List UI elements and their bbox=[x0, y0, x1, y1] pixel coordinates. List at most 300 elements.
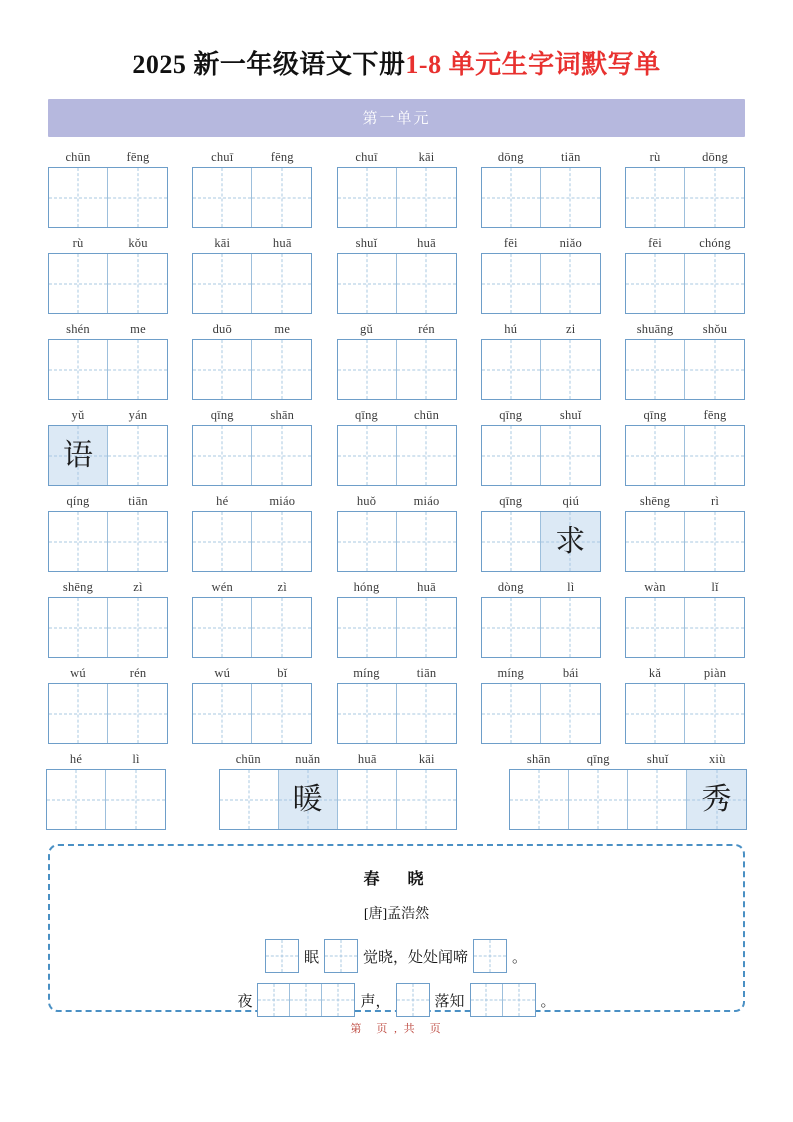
tianzige-cell[interactable] bbox=[569, 770, 628, 829]
poem-text-segment: 。 bbox=[512, 949, 528, 966]
pinyin-row bbox=[337, 407, 457, 423]
poem-author: [唐]孟浩然 bbox=[363, 907, 430, 922]
pinyin-row bbox=[48, 407, 168, 423]
pinyin-syllable: tiān bbox=[416, 666, 437, 680]
tianzige-boxes bbox=[481, 167, 601, 228]
poem-text-segment: 夜 bbox=[237, 993, 253, 1010]
unit-banner: 第一单元 bbox=[48, 99, 745, 137]
pinyin-syllable: lì bbox=[567, 580, 575, 594]
pinyin-row bbox=[192, 149, 312, 165]
pinyin-syllable: shān bbox=[526, 752, 551, 766]
pinyin-row bbox=[481, 407, 601, 423]
tianzige-boxes bbox=[473, 939, 507, 973]
word-cell bbox=[192, 149, 312, 228]
word-row bbox=[48, 149, 745, 228]
tianzige-cell[interactable] bbox=[338, 426, 397, 485]
tianzige-cell[interactable] bbox=[503, 984, 535, 1016]
poem-line-2 bbox=[68, 983, 725, 1017]
pinyin-row bbox=[481, 321, 601, 337]
word-cell bbox=[192, 321, 312, 400]
tianzige-cell[interactable] bbox=[397, 168, 456, 227]
tianzige-boxes bbox=[481, 683, 601, 744]
word-cell bbox=[337, 321, 457, 400]
pinyin-row bbox=[625, 579, 745, 595]
pinyin-syllable: chūn bbox=[235, 752, 261, 766]
pinyin-syllable: chuī bbox=[211, 150, 234, 164]
word-cell bbox=[481, 665, 601, 744]
pinyin-syllable: zì bbox=[133, 580, 143, 594]
tianzige-cell[interactable] bbox=[482, 598, 541, 657]
pinyin-syllable: bǐ bbox=[277, 666, 288, 680]
tianzige-cell[interactable] bbox=[49, 426, 108, 485]
pinyin-syllable: qīng bbox=[643, 408, 667, 422]
word-row bbox=[48, 235, 745, 314]
tianzige-boxes bbox=[625, 597, 745, 658]
pinyin-row bbox=[337, 579, 457, 595]
tianzige-cell[interactable] bbox=[338, 598, 397, 657]
tianzige-boxes bbox=[48, 597, 168, 658]
tianzige-cell[interactable] bbox=[626, 340, 685, 399]
word-cell bbox=[337, 407, 457, 486]
tianzige-cell[interactable] bbox=[290, 984, 322, 1016]
word-cell bbox=[192, 665, 312, 744]
pinyin-row bbox=[337, 665, 457, 681]
tianzige-cell[interactable] bbox=[541, 340, 600, 399]
pinyin-syllable: yǔ bbox=[71, 408, 85, 422]
pinyin-syllable: rù bbox=[72, 236, 84, 250]
pinyin-syllable: shén bbox=[66, 322, 90, 336]
pinyin-syllable: rì bbox=[710, 494, 720, 508]
tianzige-character: 暖 bbox=[292, 782, 323, 816]
tianzige-cell[interactable] bbox=[108, 684, 167, 743]
tianzige-character: 求 bbox=[555, 524, 586, 558]
tianzige-boxes bbox=[48, 253, 168, 314]
tianzige-boxes bbox=[337, 253, 457, 314]
tianzige-cell[interactable] bbox=[108, 598, 167, 657]
word-cell bbox=[48, 321, 168, 400]
tianzige-cell[interactable] bbox=[685, 168, 744, 227]
pinyin-row bbox=[625, 493, 745, 509]
tianzige-boxes bbox=[481, 425, 601, 486]
pinyin-syllable: wàn bbox=[644, 580, 666, 594]
tianzige-boxes bbox=[192, 167, 312, 228]
tianzige-cell[interactable] bbox=[397, 684, 456, 743]
pinyin-syllable: zi bbox=[566, 322, 576, 336]
tianzige-cell[interactable] bbox=[482, 340, 541, 399]
pinyin-syllable: hé bbox=[216, 494, 229, 508]
pinyin-syllable: huā bbox=[357, 752, 377, 766]
tianzige-cell[interactable] bbox=[397, 426, 456, 485]
word-cell bbox=[625, 149, 745, 228]
poem-text-segment: 声， bbox=[360, 993, 391, 1010]
word-cell bbox=[46, 751, 166, 830]
tianzige-cell[interactable] bbox=[252, 340, 311, 399]
pinyin-row bbox=[48, 579, 168, 595]
tianzige-boxes bbox=[625, 425, 745, 486]
tianzige-cell[interactable] bbox=[397, 512, 456, 571]
tianzige-cell[interactable] bbox=[322, 984, 354, 1016]
tianzige-cell[interactable] bbox=[325, 940, 357, 972]
tianzige-cell[interactable] bbox=[687, 770, 746, 829]
pinyin-syllable: hóng bbox=[353, 580, 380, 594]
tianzige-cell[interactable] bbox=[252, 512, 311, 571]
word-cell bbox=[337, 235, 457, 314]
tianzige-cell[interactable] bbox=[193, 340, 252, 399]
tianzige-boxes bbox=[625, 683, 745, 744]
pinyin-syllable: huā bbox=[417, 236, 436, 250]
tianzige-cell[interactable] bbox=[193, 684, 252, 743]
pinyin-row bbox=[192, 493, 312, 509]
pinyin-syllable: miáo bbox=[269, 494, 296, 508]
pinyin-row bbox=[625, 235, 745, 251]
tianzige-cell[interactable] bbox=[626, 512, 685, 571]
word-row bbox=[48, 407, 745, 486]
word-cell bbox=[481, 493, 601, 572]
word-cell bbox=[625, 493, 745, 572]
tianzige-cell[interactable] bbox=[108, 512, 167, 571]
tianzige-cell[interactable] bbox=[510, 770, 569, 829]
word-cell bbox=[481, 579, 601, 658]
pinyin-syllable: me bbox=[274, 322, 291, 336]
tianzige-cell[interactable] bbox=[685, 684, 744, 743]
pinyin-syllable: huǒ bbox=[356, 494, 377, 508]
pinyin-row bbox=[481, 149, 601, 165]
pinyin-syllable: chuī bbox=[355, 150, 378, 164]
tianzige-cell[interactable] bbox=[471, 984, 503, 1016]
tianzige-cell[interactable] bbox=[258, 984, 290, 1016]
word-cell bbox=[481, 321, 601, 400]
tianzige-cell[interactable] bbox=[626, 684, 685, 743]
pinyin-syllable: qīng bbox=[210, 408, 234, 422]
word-cell bbox=[625, 407, 745, 486]
pinyin-row bbox=[219, 751, 457, 767]
pinyin-row bbox=[337, 149, 457, 165]
tianzige-cell[interactable] bbox=[626, 254, 685, 313]
poem-text-segment: 落知 bbox=[434, 993, 465, 1010]
pinyin-row bbox=[337, 321, 457, 337]
tianzige-boxes bbox=[192, 597, 312, 658]
tianzige-boxes bbox=[481, 597, 601, 658]
pinyin-row bbox=[625, 149, 745, 165]
tianzige-boxes bbox=[481, 511, 601, 572]
pinyin-syllable: qīng bbox=[499, 408, 523, 422]
tianzige-boxes bbox=[625, 511, 745, 572]
word-cell bbox=[219, 751, 457, 830]
pinyin-row bbox=[625, 407, 745, 423]
tianzige-cell[interactable] bbox=[626, 598, 685, 657]
tianzige-boxes bbox=[337, 339, 457, 400]
tianzige-cell[interactable] bbox=[252, 168, 311, 227]
pinyin-syllable: shuǐ bbox=[646, 752, 669, 766]
tianzige-boxes bbox=[265, 939, 299, 973]
tianzige-cell[interactable] bbox=[628, 770, 687, 829]
tianzige-cell[interactable] bbox=[397, 340, 456, 399]
tianzige-boxes bbox=[48, 683, 168, 744]
tianzige-cell[interactable] bbox=[626, 168, 685, 227]
word-cell bbox=[48, 579, 168, 658]
tianzige-cell[interactable] bbox=[108, 340, 167, 399]
pinyin-syllable: chūn bbox=[65, 150, 91, 164]
pinyin-syllable: duō bbox=[212, 322, 232, 336]
tianzige-cell[interactable] bbox=[482, 168, 541, 227]
tianzige-cell[interactable] bbox=[482, 684, 541, 743]
word-cell bbox=[48, 407, 168, 486]
word-cell bbox=[481, 149, 601, 228]
word-cell bbox=[625, 579, 745, 658]
pinyin-syllable: me bbox=[130, 322, 146, 336]
pinyin-row bbox=[337, 493, 457, 509]
tianzige-cell[interactable] bbox=[685, 254, 744, 313]
tianzige-cell[interactable] bbox=[685, 598, 744, 657]
pinyin-syllable: miáo bbox=[413, 494, 440, 508]
pinyin-syllable: qīng bbox=[586, 752, 610, 766]
tianzige-cell[interactable] bbox=[220, 770, 279, 829]
pinyin-row bbox=[192, 579, 312, 595]
tianzige-cell[interactable] bbox=[338, 512, 397, 571]
tianzige-boxes bbox=[481, 253, 601, 314]
word-cell bbox=[192, 579, 312, 658]
tianzige-cell[interactable] bbox=[338, 168, 397, 227]
pinyin-syllable: dòng bbox=[497, 580, 524, 594]
tianzige-boxes bbox=[337, 511, 457, 572]
tianzige-character: 语 bbox=[63, 438, 93, 472]
tianzige-cell[interactable] bbox=[338, 254, 397, 313]
tianzige-cell[interactable] bbox=[397, 984, 429, 1016]
pinyin-row bbox=[48, 321, 168, 337]
pinyin-syllable: huā bbox=[272, 236, 292, 250]
word-cell bbox=[481, 407, 601, 486]
word-cell bbox=[337, 665, 457, 744]
pinyin-syllable: míng bbox=[353, 666, 380, 680]
tianzige-cell[interactable] bbox=[193, 598, 252, 657]
pinyin-syllable: qīng bbox=[499, 494, 523, 508]
pinyin-syllable: piàn bbox=[703, 666, 727, 680]
pinyin-syllable: fēi bbox=[648, 236, 662, 250]
tianzige-cell[interactable] bbox=[338, 684, 397, 743]
pinyin-row bbox=[48, 235, 168, 251]
tianzige-cell[interactable] bbox=[49, 684, 108, 743]
tianzige-cell[interactable] bbox=[252, 254, 311, 313]
tianzige-boxes bbox=[625, 167, 745, 228]
tianzige-cell[interactable] bbox=[193, 512, 252, 571]
tianzige-cell[interactable] bbox=[474, 940, 506, 972]
tianzige-boxes bbox=[192, 253, 312, 314]
poem-text-segment: 眠 bbox=[303, 949, 319, 966]
pinyin-syllable: chūn bbox=[413, 408, 440, 422]
tianzige-boxes bbox=[337, 597, 457, 658]
pinyin-syllable: qiú bbox=[562, 494, 580, 508]
word-cell bbox=[337, 493, 457, 572]
tianzige-cell[interactable] bbox=[338, 340, 397, 399]
tianzige-boxes bbox=[481, 339, 601, 400]
pinyin-row bbox=[481, 235, 601, 251]
pinyin-syllable: shǒu bbox=[702, 322, 728, 336]
pinyin-syllable: fēi bbox=[503, 236, 518, 250]
pinyin-syllable: rén bbox=[418, 322, 435, 336]
pinyin-syllable: qíng bbox=[66, 494, 90, 508]
word-cell bbox=[481, 235, 601, 314]
pinyin-syllable: wú bbox=[214, 666, 231, 680]
pinyin-row bbox=[48, 665, 168, 681]
pinyin-syllable: niǎo bbox=[559, 236, 582, 250]
pinyin-syllable: míng bbox=[497, 666, 524, 680]
tianzige-cell[interactable] bbox=[47, 770, 106, 829]
page-title bbox=[46, 44, 747, 81]
tianzige-boxes bbox=[337, 425, 457, 486]
tianzige-cell[interactable] bbox=[685, 340, 744, 399]
tianzige-cell[interactable] bbox=[49, 340, 108, 399]
pinyin-row bbox=[625, 665, 745, 681]
tianzige-boxes bbox=[257, 983, 355, 1017]
poem-title: 春 晓 bbox=[363, 871, 430, 888]
word-cell bbox=[48, 665, 168, 744]
pinyin-row bbox=[481, 493, 601, 509]
pinyin-syllable: lǐ bbox=[711, 580, 719, 594]
pinyin-syllable: gǔ bbox=[360, 322, 373, 336]
tianzige-cell[interactable] bbox=[482, 512, 541, 571]
tianzige-boxes bbox=[337, 683, 457, 744]
pinyin-syllable: shān bbox=[270, 408, 295, 422]
word-row bbox=[48, 579, 745, 658]
tianzige-boxes bbox=[324, 939, 358, 973]
poem-card bbox=[48, 844, 745, 1012]
tianzige-boxes bbox=[48, 511, 168, 572]
word-cell bbox=[192, 493, 312, 572]
pinyin-syllable: yán bbox=[128, 408, 148, 422]
pinyin-row bbox=[481, 579, 601, 595]
word-cell bbox=[48, 149, 168, 228]
tianzige-cell[interactable] bbox=[482, 426, 541, 485]
word-grid-rows bbox=[48, 149, 745, 744]
tianzige-cell[interactable] bbox=[49, 598, 108, 657]
tianzige-cell[interactable] bbox=[397, 254, 456, 313]
pinyin-syllable: fēng bbox=[126, 150, 150, 164]
tianzige-boxes bbox=[192, 339, 312, 400]
tianzige-cell[interactable] bbox=[49, 168, 108, 227]
tianzige-cell[interactable] bbox=[49, 254, 108, 313]
tianzige-boxes bbox=[48, 425, 168, 486]
pinyin-syllable: fēng bbox=[270, 150, 294, 164]
pinyin-syllable: kāi bbox=[418, 752, 435, 766]
pinyin-syllable: hú bbox=[504, 322, 518, 336]
word-grid-last-row bbox=[46, 751, 747, 830]
pinyin-syllable: kāi bbox=[418, 150, 435, 164]
pinyin-syllable: shuǐ bbox=[355, 236, 378, 250]
tianzige-cell[interactable] bbox=[108, 254, 167, 313]
tianzige-boxes bbox=[625, 339, 745, 400]
pinyin-row bbox=[46, 751, 166, 767]
pinyin-syllable: zì bbox=[277, 580, 287, 594]
tianzige-cell[interactable] bbox=[685, 426, 744, 485]
tianzige-cell[interactable] bbox=[108, 168, 167, 227]
tianzige-boxes bbox=[192, 511, 312, 572]
tianzige-boxes bbox=[470, 983, 536, 1017]
tianzige-cell[interactable] bbox=[541, 168, 600, 227]
word-cell bbox=[192, 235, 312, 314]
page-title-black: 2025 新一年级语文下册 bbox=[132, 50, 406, 79]
pinyin-row bbox=[192, 321, 312, 337]
tianzige-boxes bbox=[48, 167, 168, 228]
word-cell bbox=[625, 235, 745, 314]
pinyin-row bbox=[337, 235, 457, 251]
pinyin-syllable: bái bbox=[562, 666, 579, 680]
tianzige-character: 秀 bbox=[701, 782, 732, 816]
poem-text-segment: 觉晓，处处闻啼 bbox=[362, 949, 468, 966]
poem-line-1 bbox=[68, 939, 725, 973]
pinyin-syllable: nuǎn bbox=[295, 752, 321, 766]
tianzige-cell[interactable] bbox=[193, 168, 252, 227]
tianzige-cell[interactable] bbox=[626, 426, 685, 485]
tianzige-boxes bbox=[192, 425, 312, 486]
tianzige-cell[interactable] bbox=[193, 254, 252, 313]
tianzige-boxes bbox=[219, 769, 457, 830]
pinyin-syllable: wén bbox=[211, 580, 233, 594]
tianzige-cell[interactable] bbox=[541, 254, 600, 313]
tianzige-cell[interactable] bbox=[193, 426, 252, 485]
tianzige-cell[interactable] bbox=[685, 512, 744, 571]
tianzige-cell[interactable] bbox=[252, 684, 311, 743]
tianzige-cell[interactable] bbox=[106, 770, 165, 829]
word-cell bbox=[192, 407, 312, 486]
word-cell bbox=[337, 149, 457, 228]
tianzige-cell[interactable] bbox=[541, 512, 600, 571]
pinyin-syllable: dōng bbox=[702, 150, 728, 164]
tianzige-cell[interactable] bbox=[482, 254, 541, 313]
tianzige-cell[interactable] bbox=[541, 598, 600, 657]
tianzige-boxes bbox=[192, 683, 312, 744]
tianzige-cell[interactable] bbox=[541, 684, 600, 743]
tianzige-cell[interactable] bbox=[252, 426, 311, 485]
pinyin-syllable: wú bbox=[70, 666, 86, 680]
tianzige-cell[interactable] bbox=[397, 598, 456, 657]
pinyin-syllable: chóng bbox=[699, 236, 731, 250]
word-cell bbox=[337, 579, 457, 658]
pinyin-row bbox=[192, 235, 312, 251]
word-cell bbox=[625, 665, 745, 744]
pinyin-syllable: shēng bbox=[62, 580, 94, 594]
word-row bbox=[48, 321, 745, 400]
pinyin-syllable: dōng bbox=[497, 150, 524, 164]
page-title-red: 1-8 单元生字词默写单 bbox=[405, 50, 661, 79]
tianzige-cell[interactable] bbox=[279, 770, 338, 829]
word-cell bbox=[625, 321, 745, 400]
pinyin-syllable: tiān bbox=[128, 494, 148, 508]
tianzige-cell[interactable] bbox=[266, 940, 298, 972]
pinyin-syllable: lì bbox=[132, 752, 140, 766]
pinyin-row bbox=[48, 493, 168, 509]
tianzige-boxes bbox=[509, 769, 747, 830]
word-cell bbox=[48, 235, 168, 314]
pinyin-syllable: rén bbox=[129, 666, 147, 680]
tianzige-cell[interactable] bbox=[108, 426, 167, 485]
tianzige-cell[interactable] bbox=[252, 598, 311, 657]
pinyin-syllable: tiān bbox=[560, 150, 581, 164]
pinyin-syllable: kǒu bbox=[128, 236, 148, 250]
pinyin-syllable: shēng bbox=[639, 494, 671, 508]
tianzige-cell[interactable] bbox=[49, 512, 108, 571]
tianzige-cell[interactable] bbox=[541, 426, 600, 485]
tianzige-boxes bbox=[46, 769, 166, 830]
tianzige-cell[interactable] bbox=[397, 770, 456, 829]
pinyin-syllable: kǎ bbox=[648, 666, 662, 680]
word-row bbox=[48, 493, 745, 572]
word-cell bbox=[509, 751, 747, 830]
pinyin-row bbox=[192, 665, 312, 681]
pinyin-syllable: kāi bbox=[214, 236, 231, 250]
tianzige-cell[interactable] bbox=[338, 770, 397, 829]
tianzige-boxes bbox=[625, 253, 745, 314]
tianzige-boxes bbox=[337, 167, 457, 228]
